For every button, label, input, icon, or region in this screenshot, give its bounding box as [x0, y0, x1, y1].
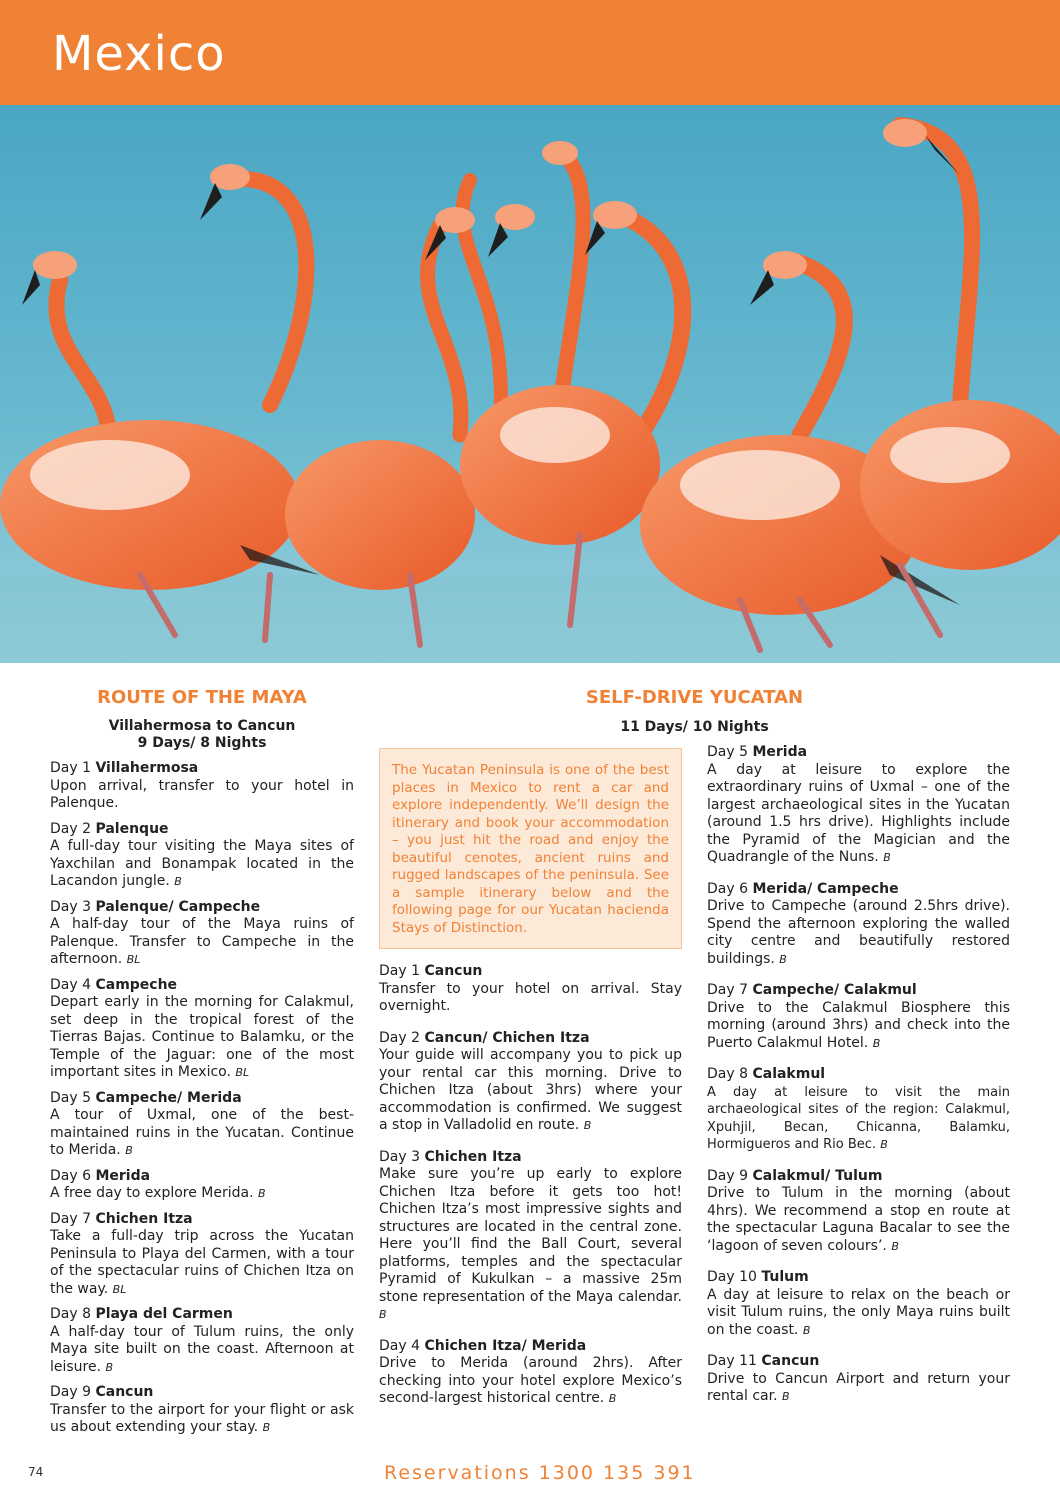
self-drive-title: SELF-DRIVE YUCATAN — [585, 687, 804, 708]
meal-code: BL — [126, 953, 141, 966]
meal-code: B — [174, 875, 182, 888]
route-day — [50, 1384, 354, 1437]
meal-code: B — [608, 1392, 617, 1405]
day-text: A half-day tour of Tulum ruins, the only Maya site built on the coast. Afternoon at leisure. — [50, 1323, 354, 1375]
day-text: Depart early in the morning for Calakmul, set deep in the tropical forest of the Tierras Bajas. Continue to Balamku, or the Temple of the Jaguar: one of the most important sites in Mexico. — [50, 994, 354, 1080]
page-header — [0, 0, 1060, 105]
day-place: Chichen Itza — [424, 1148, 522, 1165]
day-label: Day 7 — [50, 1210, 92, 1227]
day-label: Day 4 — [379, 1337, 421, 1354]
day-label: Day 6 — [50, 1167, 92, 1184]
meal-code: B — [258, 1187, 266, 1200]
meal-code: B — [880, 1138, 888, 1151]
route-day — [50, 899, 354, 969]
day-place: Calakmul — [752, 1066, 826, 1082]
day-text: Your guide will accompany you to pick up your rental car this morning. Drive to Chichen Itza (about 3hrs) where your accommodation is confirmed. We suggest a stop in Valladolid en route. — [379, 1047, 682, 1133]
route-subtitle-line2: 9 Days/ 8 Nights — [137, 735, 267, 751]
meal-code: B — [583, 1119, 592, 1132]
day-label: Day 11 — [707, 1353, 757, 1369]
day-place: Merida/ Campeche — [752, 880, 899, 897]
meal-code: B — [779, 952, 787, 966]
drive-day — [707, 1353, 1010, 1406]
day-label: Day 1 — [50, 760, 92, 776]
route-day — [50, 1168, 354, 1203]
day-text: A free day to explore Merida. — [50, 1185, 254, 1201]
route-day-list — [50, 760, 354, 1437]
reservations-phone: Reservations 1300 135 391 — [384, 1462, 696, 1484]
day-text: Take a full-day trip across the Yucatan Peninsula to Playa del Carmen, with a tour of the spectacular ruins of Chichen Itza on the way. — [50, 1228, 354, 1297]
page-number: 74 — [28, 1465, 44, 1479]
day-place: Chichen Itza — [95, 1210, 193, 1227]
page-title: Mexico — [52, 26, 226, 82]
self-drive-subtitle: 11 Days/ 10 Nights — [620, 719, 769, 735]
drive-day — [379, 1338, 682, 1408]
drive-day — [379, 1030, 682, 1135]
day-label: Day 2 — [379, 1029, 421, 1046]
day-place: Villahermosa — [95, 760, 199, 776]
day-place: Calakmul/ Tulum — [752, 1167, 883, 1184]
route-day — [50, 1211, 354, 1299]
drive-day — [707, 982, 1010, 1052]
meal-code: B — [891, 1239, 899, 1253]
route-day — [50, 821, 354, 891]
day-place: Palenque — [95, 820, 169, 837]
meal-code: BL — [235, 1066, 250, 1079]
meal-code: B — [872, 1036, 881, 1050]
route-day — [50, 1090, 354, 1160]
day-label: Day 6 — [707, 880, 749, 897]
route-day — [50, 977, 354, 1082]
self-drive-days-right — [707, 744, 1010, 1406]
flamingo-photo — [0, 105, 1060, 663]
day-text: A tour of Uxmal, one of the best-maintained ruins in the Yucatan. Continue to Merida. — [50, 1107, 354, 1158]
self-drive-intro-box — [379, 748, 682, 949]
day-text: Make sure you’re up early to explore Chichen Itza before it gets too hot! Chichen Itza’s most impressive sights and structures are located in the central zone. Here you’ll find the Ball Court, several platforms, temples and the spectacular Pyramid of Kukulkan – a massive 25m stone representation of the Maya calendar. — [379, 1166, 682, 1305]
day-place: Campeche — [95, 976, 178, 993]
day-text: A day at leisure to visit the main archaeological sites of the region: Calakmul, Xpuhjil, Becan, Chicanna, Balamku, Hormigueros and Rio Bec. — [707, 1084, 1010, 1152]
day-text: A day at leisure to relax on the beach or visit Tulum ruins, the only Maya ruins built on the coast. — [707, 1286, 1010, 1338]
meal-code: B — [883, 851, 891, 864]
day-place: Cancun — [761, 1353, 820, 1369]
day-label: Day 9 — [50, 1384, 92, 1400]
route-day — [50, 1306, 354, 1376]
day-place: Merida — [95, 1167, 151, 1184]
intro-text: The Yucatan Peninsula is one of the best places in Mexico to rent a car and explore independently. We’ll design the itinerary and book your accommodation – you just hit the road and enjoy the beautiful cenotes, ancient ruins and rugged landscapes of the peninsula. See a sample itinerary below and the following page for our Yucatan hacienda Stays of Distinction. — [392, 762, 669, 936]
day-text: A day at leisure to explore the extraordinary ruins of Uxmal – one of the largest archaeological sites in the Yucatan (around 1.5 hrs drive). Highlights include the Pyramid of the Magician and the Quadrangle of the Nuns. — [707, 761, 1010, 865]
meal-code: BL — [112, 1282, 127, 1296]
drive-day — [707, 1269, 1010, 1339]
day-label: Day 2 — [50, 820, 92, 837]
day-text: Upon arrival, transfer to your hotel in Palenque. — [50, 777, 354, 811]
day-place: Cancun — [95, 1384, 154, 1400]
day-text: Drive to Merida (around 2hrs). After checking into your hotel explore Mexico’s second-largest historical centre. — [379, 1355, 682, 1406]
day-label: Day 10 — [707, 1269, 757, 1285]
day-text: Transfer to your hotel on arrival. Stay overnight. — [379, 980, 682, 1014]
day-label: Day 9 — [707, 1167, 749, 1184]
drive-day — [707, 1168, 1010, 1256]
day-label: Day 4 — [50, 976, 92, 993]
day-place: Merida — [752, 744, 808, 760]
day-label: Day 5 — [707, 744, 749, 760]
route-title: ROUTE OF THE MAYA — [97, 687, 307, 708]
day-label: Day 3 — [379, 1148, 421, 1165]
drive-day — [707, 881, 1010, 969]
meal-code: B — [379, 1308, 387, 1321]
day-text: Drive to Campeche (around 2.5hrs drive). Spend the afternoon exploring the walled city centre and beautifully restored buildings. — [707, 898, 1010, 967]
day-text: Drive to Tulum in the morning (about 4hrs). We recommend a stop en route at the spectacular Laguna Bacalar to see the ‘lagoon of seven colours’. — [707, 1185, 1010, 1254]
day-place: Cancun/ Chichen Itza — [424, 1029, 590, 1046]
day-label: Day 1 — [379, 963, 421, 979]
day-label: Day 7 — [707, 982, 749, 998]
day-text: A full-day tour visiting the Maya sites of Yaxchilan and Bonampak located in the Lacandon jungle. — [50, 838, 354, 889]
meal-code: B — [105, 1360, 114, 1374]
meal-code: B — [262, 1421, 271, 1434]
day-label: Day 8 — [50, 1306, 92, 1322]
meal-code: B — [802, 1323, 811, 1337]
day-label: Day 8 — [707, 1066, 749, 1082]
day-place: Campeche/ Calakmul — [752, 982, 917, 998]
day-label: Day 5 — [50, 1089, 92, 1106]
meal-code: B — [125, 1144, 133, 1157]
drive-day — [707, 744, 1010, 867]
day-label: Day 3 — [50, 898, 92, 915]
route-of-the-maya-section — [50, 686, 354, 1437]
drive-day — [707, 1066, 1010, 1154]
drive-day — [379, 1149, 682, 1324]
day-place: Campeche/ Merida — [95, 1089, 242, 1106]
day-place: Tulum — [761, 1269, 809, 1285]
day-text: Drive to Cancun Airport and return your rental car. — [707, 1370, 1010, 1404]
meal-code: B — [782, 1390, 790, 1403]
day-text: A half-day tour of the Maya ruins of Palenque. Transfer to Campeche in the afternoon. — [50, 916, 354, 967]
route-day — [50, 760, 354, 813]
flamingo-illustration — [0, 105, 1060, 663]
day-place: Playa del Carmen — [95, 1306, 233, 1322]
day-place: Chichen Itza/ Merida — [424, 1337, 587, 1354]
day-place: Palenque/ Campeche — [95, 898, 261, 915]
day-text: Transfer to the airport for your flight or ask us about extending your stay. — [50, 1401, 354, 1435]
drive-day — [379, 963, 682, 1016]
self-drive-days-middle — [379, 955, 682, 1408]
day-text: Drive to the Calakmul Biosphere this morning (around 3hrs) and check into the Puerto Calakmul Hotel. — [707, 999, 1010, 1051]
route-subtitle-line1: Villahermosa to Cancun — [108, 718, 296, 734]
day-place: Cancun — [424, 963, 483, 979]
